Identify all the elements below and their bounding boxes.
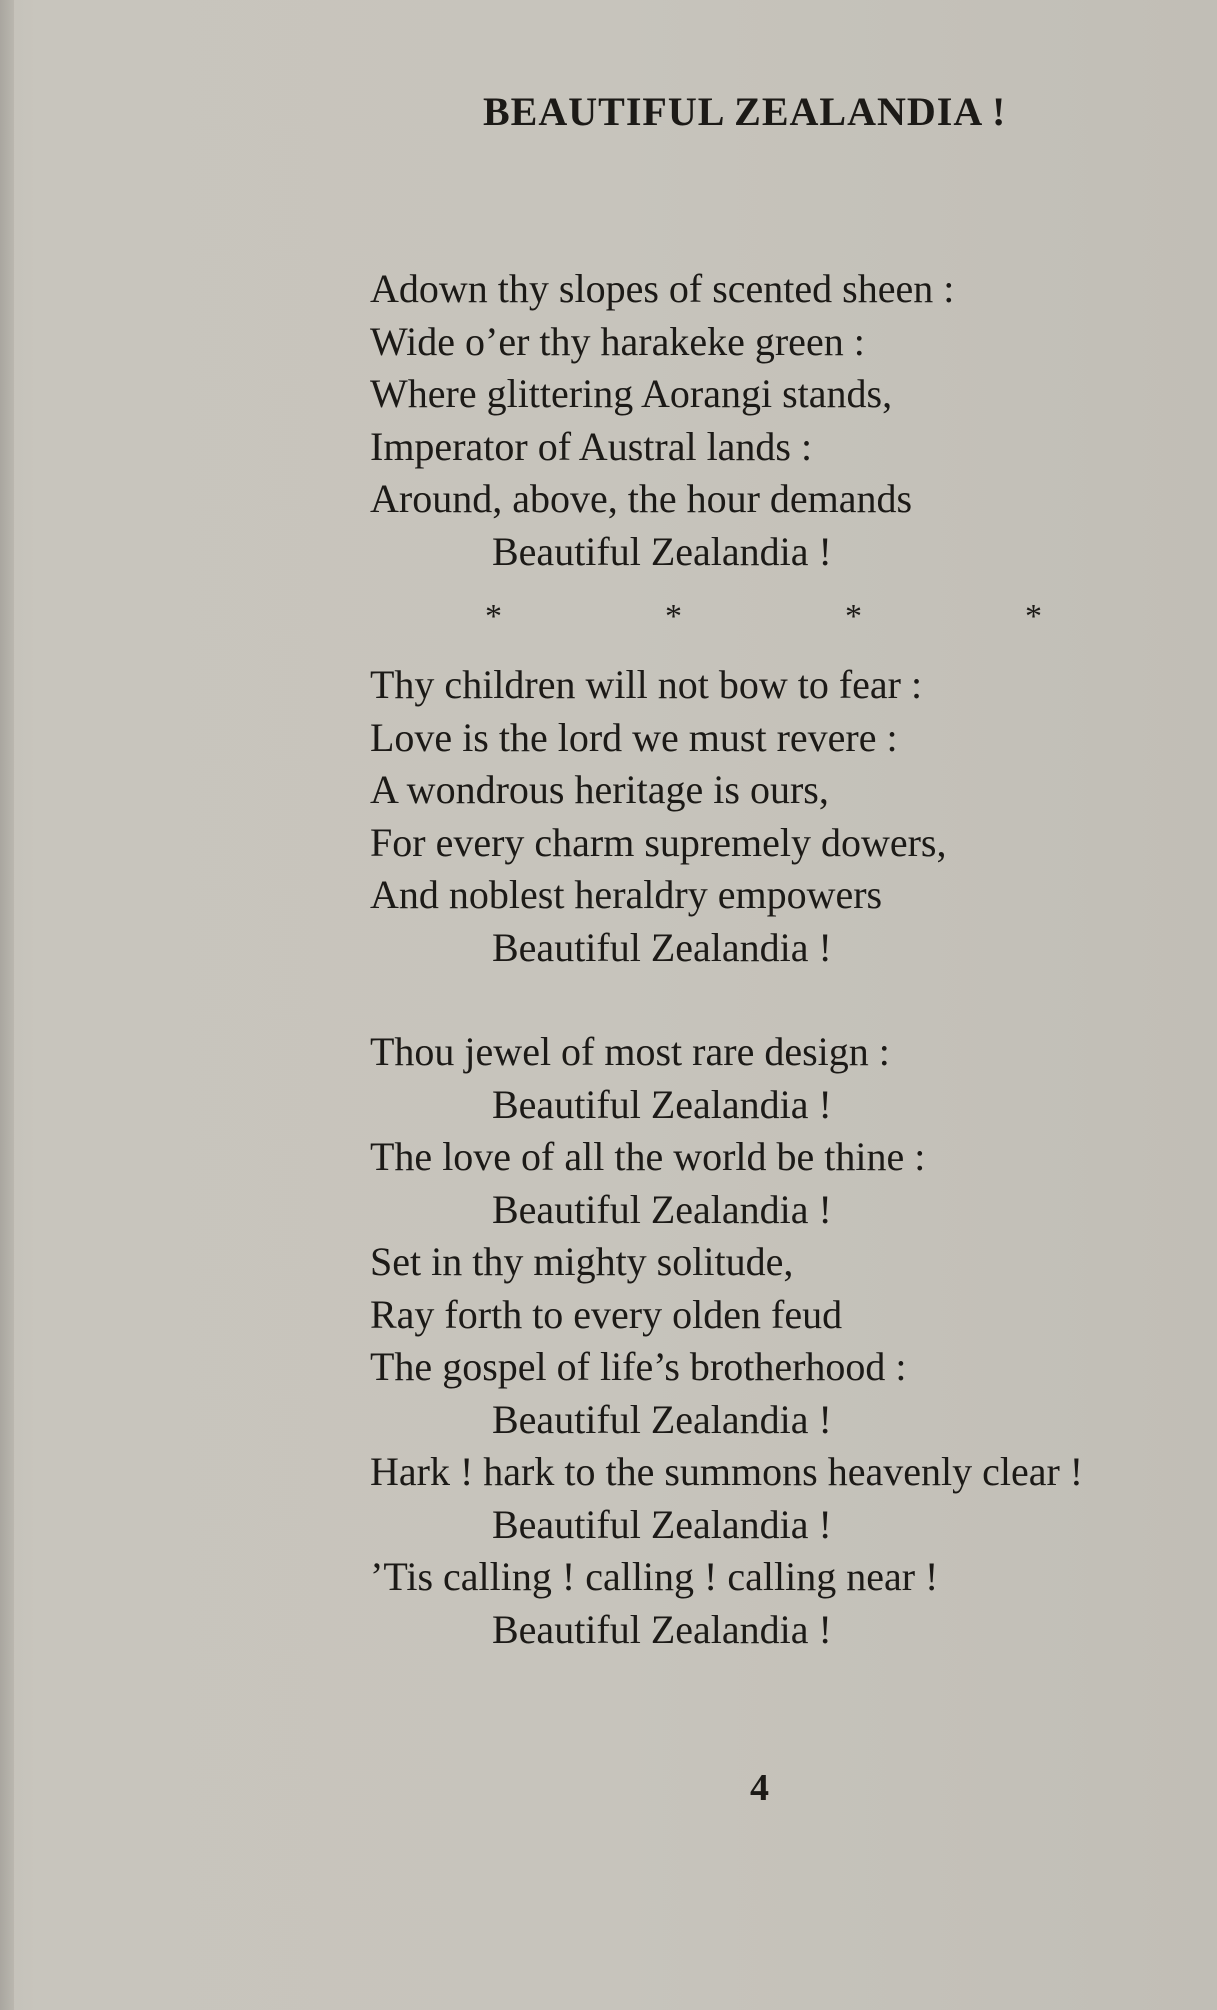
poem-line: Around, above, the hour demands	[370, 476, 913, 521]
poem-line: For every charm supremely dowers,	[370, 819, 947, 865]
poem-line: Wide o’er thy harakeke green :	[370, 318, 865, 364]
refrain-line: Beautiful Zealandia !	[492, 1501, 832, 1547]
refrain-line: Beautiful Zealandia !	[492, 924, 832, 970]
poem-line: And noblest heraldry empowers	[370, 872, 883, 917]
separator-asterisk: *	[845, 598, 862, 635]
separator-asterisk: *	[665, 598, 682, 635]
page-binding-edge	[0, 0, 14, 2010]
poem-line: The gospel of life’s brotherhood :	[370, 1344, 907, 1389]
poem-line: Thy children will not bow to fear :	[370, 662, 923, 707]
poem-line: Where glittering Aorangi stands,	[370, 371, 893, 416]
page-number: 4	[750, 1767, 769, 1809]
refrain-line: Beautiful Zealandia !	[492, 1606, 832, 1652]
poem-line: Hark ! hark to the summons heavenly clear !	[370, 1449, 1084, 1494]
stanza-2	[370, 659, 1170, 974]
separator-asterisk: *	[485, 598, 502, 635]
refrain-line: Beautiful Zealandia !	[492, 1396, 832, 1442]
poem-line: A wondrous heritage is ours,	[370, 767, 829, 812]
poem-line: Set in thy mighty solitude,	[370, 1239, 794, 1284]
poem-line: ’Tis calling ! calling ! calling near !	[370, 1554, 939, 1599]
refrain-line: Beautiful Zealandia !	[492, 528, 832, 574]
poem	[370, 263, 1170, 1656]
refrain-line: Beautiful Zealandia !	[492, 1081, 832, 1127]
poem-line: Adown thy slopes of scented sheen :	[370, 266, 955, 311]
stanza-3	[370, 1026, 1170, 1656]
stanza-1	[370, 263, 1170, 578]
refrain-line: Beautiful Zealandia !	[492, 1186, 832, 1232]
poem-line: Thou jewel of most rare design :	[370, 1029, 890, 1074]
stanza-gap	[370, 974, 1170, 1026]
separator-asterisk: *	[1025, 598, 1042, 635]
poem-line: Ray forth to every olden feud	[370, 1291, 843, 1337]
poem-line: Love is the lord we must revere :	[370, 714, 898, 760]
poem-line: Imperator of Austral lands :	[370, 423, 813, 469]
poem-line: The love of all the world be thine :	[370, 1134, 926, 1179]
section-separator	[370, 586, 1170, 659]
page-title: BEAUTIFUL ZEALANDIA !	[483, 89, 1007, 134]
